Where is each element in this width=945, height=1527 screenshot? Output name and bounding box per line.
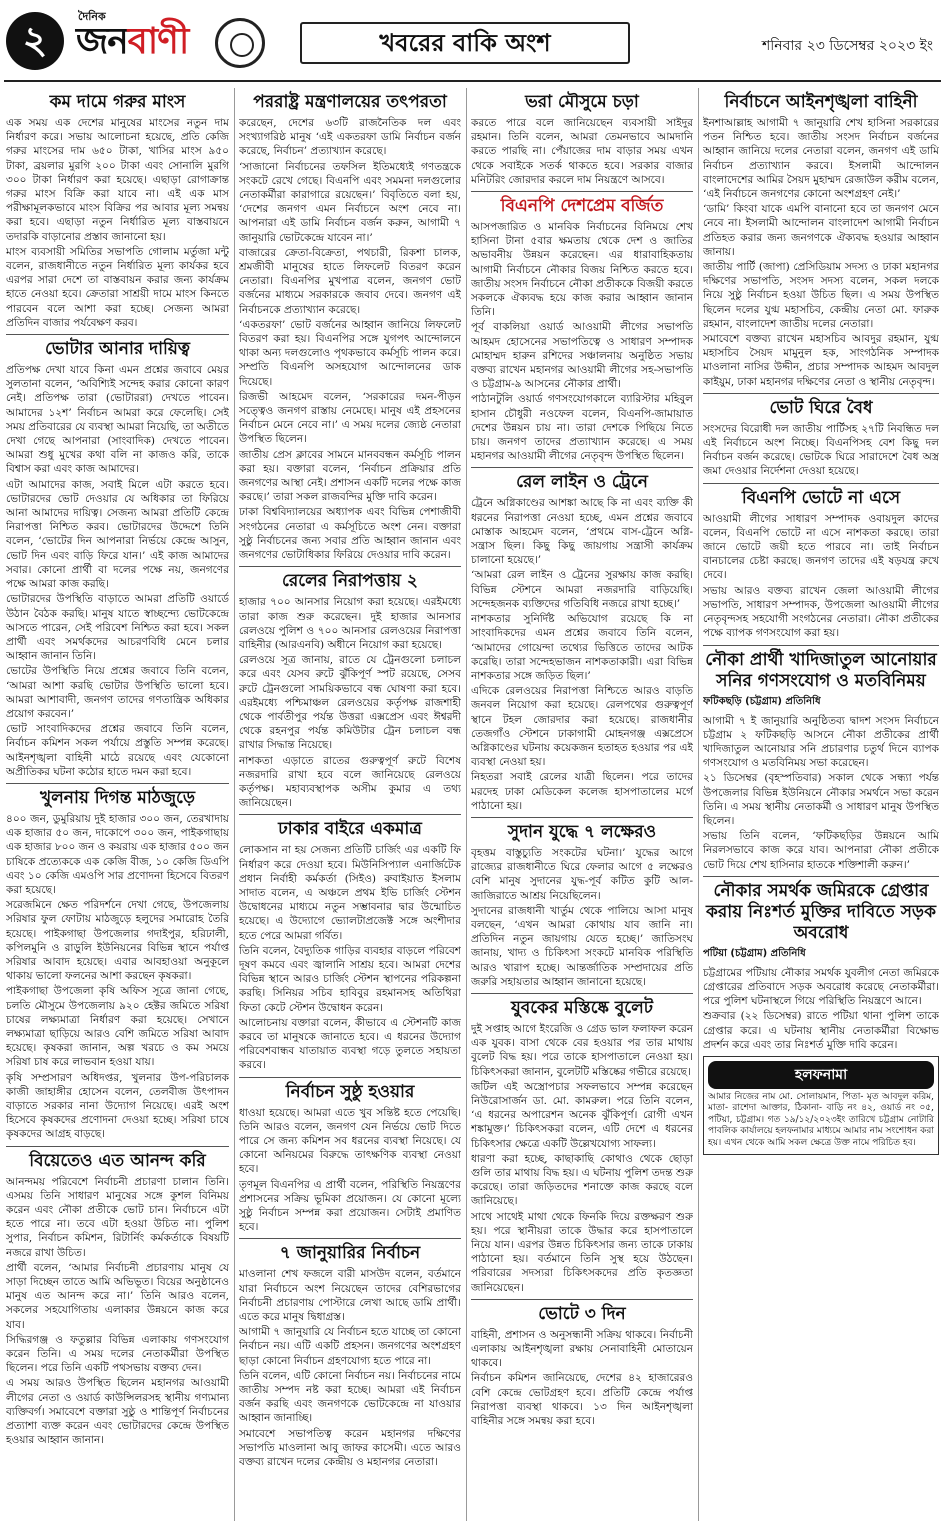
article: [239, 566, 461, 810]
article-paragraph: সমাবেশে সভাপতিত্ব করেন মহানগর দক্ষিণের সভাপতি মাওলানা আবু জাফর কাসেমী। এতে আরও বক্তব্য রাখেন দলের কেন্দ্রীয় ও মহানগর নেতারা।: [239, 1427, 461, 1469]
article-headline: পররাষ্ট্র মন্ত্রণালয়ের তৎপরতা: [253, 92, 447, 112]
article-paragraph: সুদানের রাজধানী খার্তুম থেকে পালিয়ে আসা মানুষ বলছেন, ‘এখন আমরা কোথায় যাব জানি না। প্রতিদিন নতুন জায়গায় যেতে হচ্ছে।’ জাতিসংঘ জানায়, খাদ্য ও চিকিৎসা সংকটে মানবিক পরিস্থিতি আরও খারাপ হচ্ছে। আন্তর্জাতিক সম্প্রদায়ের প্রতি জরুরি সহায়তার আহ্বান জানানো হয়েছে।: [471, 904, 693, 988]
article-paragraph: ঢাকা বিশ্ববিদ্যালয়ের অধ্যাপক এবং বিভিন্ন পেশাজীবী সংগঠনের নেতারা এ কর্মসূচিতে অংশ নেন। বক্তারা সুষ্ঠু নির্বাচনের জন্য সবার প্রতি আহ্বান জানান এবং জনগণের ভোটাধিকার ফিরিয়ে দেওয়ার দাবি করেন।: [239, 506, 461, 562]
article-paragraph: ৪০০ জন, ডুমুরিয়ায় দুই হাজার ৩০০ জন, তেরখাদায় এক হাজার ৫০ জন, দাকোপে ৩০০ জন, পাইকগাছায় এক হাজার ৮০০ জন ও কয়রায় এক হাজার ৫০০ জন চাষিকে প্রত্যেককে এক কেজি বীজ, ১০ কেজি ডিএপি এবং ১০ কেজি এমওপি সার প্রণোদনা হিসেবে বিতরণ করা হয়েছে।: [6, 812, 229, 896]
article-paragraph: তিনি বলেন, বৈদ্যুতিক গাড়ির ব্যবহার বাড়লে পরিবেশ দূষণ কমবে এবং জ্বালানি সাশ্রয় হবে। আমরা দেশের বিভিন্ন স্থানে আরও চার্জিং স্টেশন স্থাপনের পরিকল্পনা করছি। সিনিয়র সচিব হাবিবুর রহমানসহ অতিথিরা ফিতা কেটে স্টেশন উদ্বোধন করেন।: [239, 944, 461, 1014]
article-paragraph: ধারণা করা হচ্ছে, কাছাকাছি কোথাও থেকে ছোড়া গুলি তার মাথায় বিদ্ধ হয়। এ ঘটনায় পুলিশ তদন্ত শুরু করেছে। তারা জড়িতদের শনাক্তে কাজ করছে বলে জানিয়েছে।: [471, 1152, 693, 1208]
article-paragraph: মাওলানা শেখ ফজলে বারী মাসউদ বলেন, বর্তমানে যারা নির্বাচনে অংশ নিয়েছেন তাদের বেশিরভাগের নির্বাচনী প্রচারণায় পোস্টারে লেখা আছে ডামি প্রার্থী। এতে করে মানুষ দ্বিধাগ্রস্ত।: [239, 1268, 461, 1324]
article: [703, 876, 939, 1052]
article-paragraph: নাশকতা এড়াতে রাতের গুরুত্বপূর্ণ রুটে বিশেষ নজরদারি রাখা হবে বলে জানিয়েছে রেলওয়ে কর্তৃপক্ষ। মহাব্যবস্থাপক অসীম কুমার এ তথ্য জানিয়েছেন।: [239, 754, 461, 810]
article-paragraph: এ সময় আরও উপস্থিত ছিলেন মহানগর আওয়ামী লীগের নেতা ও ওয়ার্ড কাউন্সিলরসহ স্থানীয় গণ্যমান্য ব্যক্তিবর্গ। সমাবেশে বক্তারা সুষ্ঠু ও শান্তিপূর্ণ নির্বাচনের প্রত্যাশা ব্যক্ত করেন এবং ভোটারদের কেন্দ্রে উপস্থিত হওয়ার আহ্বান জানান।: [6, 1377, 229, 1447]
article-paragraph: আওয়ামী লীগের সাধারণ সম্পাদক ওবায়দুল কাদের বলেন, বিএনপি ভোটে না এসে নাশকতা করছে। তারা জানে ভোটে জয়ী হতে পারবে না। তাই নির্বাচন বানচালের চেষ্টা করছে। জনগণ তাদের এই ষড়যন্ত্র রুখে দেবে।: [703, 512, 939, 582]
article-paragraph: আগামী ৭ জানুয়ারি যে নির্বাচন হতে যাচ্ছে তা কোনো নির্বাচন নয়। এটি একটি প্রহসন। জনগণের অংশগ্রহণ ছাড়া কোনো নির্বাচন গ্রহণযোগ্য হতে পারে না।: [239, 1326, 461, 1367]
article-paragraph: পাঠানটুলি ওয়ার্ড গণসংযোগকালে ব্যারিস্টার মহিবুল হাসান চৌধুরী নওফেল বলেন, বিএনপি-জামায়াত দেশের উন্নয়ন চায় না। তারা দেশকে পিছিয়ে নিতে চায়। জনগণ তাদের প্রত্যাখ্যান করেছে। এ সময় মহানগর আওয়ামী লীগের নেতৃবৃন্দ উপস্থিত ছিলেন।: [471, 393, 693, 463]
article-paragraph: সংসদের বিরোধী দল জাতীয় পার্টিসহ ২৭টি নিবন্ধিত দল এই নির্বাচনে অংশ নিচ্ছে। বিএনপিসহ বেশ কিছু দল নির্বাচন বর্জন করেছে। ভোটকে ঘিরে সারাদেশে বৈধ অস্ত্র জমা দেওয়ার নির্দেশনা দেওয়া হয়েছে।: [703, 422, 939, 478]
article-paragraph: করেছেন, দেশের ৬৩টি রাজনৈতিক দল এবং সংখ্যাগরিষ্ঠ মানুষ ‘এই একতরফা ডামি নির্বাচন বর্জন করেছে, নির্বাচন’ প্রত্যাখ্যান করেছে।: [239, 117, 461, 158]
issue-date: শনিবার ২৩ ডিসেম্বর ২০২৩ ইং: [761, 38, 933, 54]
article-paragraph: ২১ ডিসেম্বর (বৃহস্পতিবার) সকাল থেকে সন্ধ্যা পর্যন্ত উপজেলার বিভিন্ন ইউনিয়নে নৌকার সমর্থনে সভা করেন তিনি। এ সময় স্থানীয় নেতাকর্মী ও সাধারণ মানুষ উপস্থিত ছিলেন।: [703, 772, 939, 827]
article: [471, 467, 693, 812]
article-paragraph: এটা আমাদের কাজ, সবাই মিলে এটা করতে হবে। ভোটারদের ভোট দেওয়ার যে অধিকার তা ফিরিয়ে আনা আমাদের দায়িত্ব। সেজন্য আমরা প্রতিটি কেন্দ্রে নিরাপত্তা নিশ্চিত করব। ভোটারদের উদ্দেশে তিনি বলেন, ‘ভোটের দিন আপনারা নির্ভয়ে কেন্দ্রে আসুন, ভোট দিন এবং বাড়ি ফিরে যান।’ এই কাজ আমাদের সবার। কোনো প্রার্থী বা দলের পক্ষে নয়, জনগণের পক্ষে আমরা কাজ করছি।: [6, 478, 229, 591]
article-headline: ৭ জানুয়ারির নির্বাচন: [239, 1238, 461, 1264]
article: [239, 92, 461, 562]
column-2: [239, 88, 461, 1521]
article-headline: নির্বাচন সুষ্ঠু হওয়ার: [239, 1077, 461, 1103]
article-headline: ভোট ঘিরে বৈধ: [703, 393, 939, 419]
article-byline: পটিয়া (চট্টগ্রাম) প্রতিনিধি: [703, 947, 806, 959]
article-paragraph: প্রতিপক্ষ দেখা যাবে কিনা এমন প্রশ্নের জবাবে মেয়র সুলতানা বলেন, ‘অবিশ্যিই সন্দেহ করার কোনো কারণ নেই। প্রতিপক্ষ তারা (ভোটাররা) দেখতে পাবেন। আমাদের ১২শ’ নির্বাচন আমরা করে ফেলেছি। সেই সময় প্রতিবারের যে ব্যবস্থা আমরা নিয়েছি, তা অতীতে দেখা গেছে আপনারা (সাংবাদিক) দেখতে পাবেন। আমরা শুধু মুখের কথা বলি না কাজও করি, তাকে বিশ্বাস করা এবং কাজ আমাদের।: [6, 364, 229, 476]
article-paragraph: পূর্ব বাকলিয়া ওয়ার্ড আওয়ামী লীগের সভাপতি আহমদ হোসেনের সভাপতিত্বে ও সাধারণ সম্পাদক মোহাম্মদ হারুন রশিদের সঞ্চালনায় অনুষ্ঠিত সভায় বক্তব্য রাখেন মহানগর আওয়ামী লীগের সহ-সভাপতি ও চট্টগ্রাম-৯ আসনের নৌকার প্রার্থী।: [471, 321, 693, 391]
article-headline: ভরা মৌসুমে চড়া: [525, 92, 639, 112]
article-headline: সুদান যুদ্ধে ৭ লক্ষেরও: [471, 817, 693, 843]
article: [471, 92, 693, 187]
affidavit-title: হলফনামা: [708, 1061, 934, 1089]
article-paragraph: ‘সাজানো নির্বাচনের তফসিল ইতিমধ্যেই গণতন্ত্রকে সংকটে রেখে গেছে। বিএনপি এবং সমমনা দলগুলোর নেতাকর্মীরা কারাগারে রয়েছেন।’ বিবৃতিতে বলা হয়, ‘দেশের জনগণ এমন নির্বাচনে অংশ নেবে না। আপনারা এই ডামি নির্বাচন বর্জন করুন, আগামী ৭ জানুয়ারি ভোটকেন্দ্রে যাবেন না।’: [239, 160, 461, 244]
column-divider: [234, 88, 235, 1521]
article-paragraph: শুক্রবার (২২ ডিসেম্বর) রাতে পটিয়া থানা পুলিশ তাকে গ্রেপ্তার করে। এ ঘটনায় স্থানীয় নেতাকর্মীরা বিক্ষোভ প্রদর্শন করে এবং তার নিঃশর্ত মুক্তি দাবি করেন।: [703, 1010, 939, 1051]
article: [471, 1299, 693, 1428]
article-headline: রেলের নিরাপত্তায় ২: [239, 566, 461, 592]
article-paragraph: এক সময় এক দেশের মানুষের মাংসের নতুন দাম নির্ধারণ করে। সভায় আলোচনা হয়েছে, প্রতি কেজি গরুর মাংসের দাম ৬৫০ টাকা, খাসির মাংস ৯৫০ টাকা, ব্রয়লার মুরগি ২০০ টাকা এবং সোনালি মুরগি ৩০০ টাকা নির্ধারণ করা হয়েছে। এছাড়া রোগাক্রান্ত গরুর মাংস বিক্রি করা যাবে না। এই এক মাস পরীক্ষামূলকভাবে মাংস বিক্রির পর আবার মূল্য সমন্বয় করা হবে। এছাড়া নতুন নির্ধারিত মূল্য বাস্তবায়নে তদারকি বাড়ানোর প্রস্তাব জানানো হয়।: [6, 117, 229, 243]
article-paragraph: এদিকে রেলওয়ের নিরাপত্তা নিশ্চিতে আরও বাড়তি জনবল নিয়োগ করা হয়েছে। রেলপথের গুরুত্বপূর্ণ স্থানে টহল জোরদার করা হয়েছে। রাজধানীর তেজগাঁও স্টেশনে ঢাকাগামী মোহনগঞ্জ এক্সপ্রেসে অগ্নিকাণ্ডের ঘটনায় কয়েকজন হতাহত হওয়ার পর এই ব্যবস্থা নেওয়া হয়।: [471, 685, 693, 769]
article-paragraph: সমাবেশে বক্তব্য রাখেন মহাসচিব আবদুর রহমান, যুগ্ম মহাসচিব সৈয়দ মামুনুল হক, সাংগঠনিক সম্পাদক মাওলানা নাসির উদ্দীন, প্রচার সম্পাদক আহমদ আবদুল কাইয়ুম, ঢাকা মহানগর দক্ষিণের নেতা ও স্থানীয় নেতৃবৃন্দ।: [703, 333, 939, 388]
column-1: [6, 88, 229, 1521]
article-headline: বিয়েতেও এত আনন্দ করি: [6, 1146, 229, 1172]
article-headline: যুবকের মস্তিষ্কে বুলেট: [471, 993, 693, 1019]
logo-prefix: দৈনিক: [78, 10, 106, 23]
article-paragraph: সাথে সাথেই মাথা থেকে ফিনকি দিয়ে রক্তক্ষরণ শুরু হয়। পরে স্থানীয়রা তাকে উদ্ধার করে হাসপাতালে নিয়ে যান। এরপর উন্নত চিকিৎসার জন্য তাকে ঢাকায় পাঠানো হয়। বর্তমানে তিনি সুস্থ হয়ে উঠছেন। পরিবারের সদস্যরা চিকিৎসকদের প্রতি কৃতজ্ঞতা জানিয়েছেন।: [471, 1210, 693, 1294]
article: [6, 1146, 229, 1448]
article-paragraph: ভোটের উপস্থিতি নিয়ে প্রশ্নের জবাবে তিনি বলেন, ‘আমরা আশা করছি ভোটার উপস্থিতি ভালো হবে। আমরা আশাবাদী, জনগণ তাদের গণতান্ত্রিক অধিকার প্রয়োগ করবেন।’: [6, 665, 229, 720]
masthead-rule: [4, 80, 941, 82]
article-paragraph: লোকসান না হয় সেজন্য প্রতিটি চার্জিং এর একটি ফি নির্ধারণ করে দেওয়া হবে। মিউনিসিপ্যাল এনার্জিটেক প্রধান নির্বাহী কর্মকর্তা (সিইও) রুবাইয়াত ইসলাম সাদাত বলেন, এ অঞ্চলে প্রথম ইভি চার্জিং স্টেশন উদ্বোধনের মাধ্যমে নতুন সম্ভাবনার দ্বার উন্মোচিত হয়েছে। এ উদ্যোগে ভ্যোলটাপ্রজেক্ট সঙ্গে অংশীদার হতে পেরে আমরা গর্বিত।: [239, 844, 461, 942]
article: [471, 993, 693, 1295]
article: [703, 645, 939, 872]
article: [6, 783, 229, 1142]
article: [703, 92, 939, 389]
newspaper-logo: [76, 20, 188, 64]
article-paragraph: হাজার ৭০০ আনসার নিয়োগ করা হয়েছে। এরইমধ্যে তারা কাজ শুরু করেছেন। দুই হাজার আনসার রেলওয়ে পুলিশ ও ৭০০ আনসার রেলওয়ের নিরাপত্তা বাহিনীর (আরএনবি) অধীনে নিয়োগ করা হয়েছে।: [239, 596, 461, 651]
article-paragraph: তৃণমূল বিএনপির এ প্রার্থী বলেন, পরিস্থিতি নিয়ন্ত্রণের প্রশাসনের সক্রিয় ভূমিকা প্রয়োজন। যে কোনো মূল্যে সুষ্ঠু নির্বাচন সম্পন্ন করা প্রয়োজন। সেটাই প্রমাণিত হবে।: [239, 1178, 461, 1234]
affidavit-notice: [703, 1056, 939, 1156]
article-paragraph: ‘আমরা রেল লাইন ও ট্রেনের সুরক্ষায় কাজ করছি। বিভিন্ন স্টেশনে আমরা নজরদারি বাড়িয়েছি। সন্দেহজনক ব্যক্তিদের গতিবিধি নজরে রাখা হচ্ছে।’: [471, 569, 693, 610]
article-headline: রেল লাইন ও ট্রেনে: [471, 467, 693, 493]
article-paragraph: সভায় তিনি বলেন, ‘ফটিকছড়ির উন্নয়নে আমি নিরলসভাবে কাজ করে যাব। আপনারা নৌকা প্রতীকে ভোট দিয়ে শেখ হাসিনার হাতকে শক্তিশালী করুন।’: [703, 830, 939, 871]
column-divider: [698, 88, 699, 1521]
article-headline: ভোটে ৩ দিন: [471, 1299, 693, 1325]
article-headline: বিএনপি দেশপ্রেম বর্জিত: [471, 191, 693, 217]
article-paragraph: ইনশাআল্লাহ আগামী ৭ জানুয়ারি শেখ হাসিনা সরকারের পতন নিশ্চিত হবে। জাতীয় সংসদ নির্বাচন বর্জনের আহ্বান জানিয়ে দলের নেতারা বলেন, জনগণ এই ডামি নির্বাচন প্রত্যাখ্যান করবে। ইসলামী আন্দোলন বাংলাদেশের আমির সৈয়দ মুহাম্মদ রেজাউল করীম বলেন, ‘এই নির্বাচনে জনগণের কোনো অংশগ্রহণ নেই।’: [703, 117, 939, 201]
article-paragraph: কৃষি সম্প্রসারণ অধিদপ্তর, খুলনার উপ-পরিচালক কাজী জাহাঙ্গীর হোসেন বলেন, তেলবীজ উৎপাদন বাড়াতে সরকার নানা উদ্যোগ নিয়েছে। এরই অংশ হিসেবে কৃষকদের প্রণোদনা দেওয়া হচ্ছে। সরিষা চাষে কৃষকদের আগ্রহ বাড়ছে।: [6, 1071, 229, 1141]
article: [6, 334, 229, 779]
section-title: খবরের বাকি অংশ: [300, 22, 630, 64]
article-headline: বিএনপি ভোটে না এসে: [703, 483, 939, 509]
article-paragraph: ধাওয়া হয়েছে। আমরা এতে খুব সন্তিষ্ট হতে পেয়েছি। তিনি আরও বলেন, জনগণ যেন নির্ভয়ে ভোট দিতে পারে সে জন্য কমিশন সব ধরনের ব্যবস্থা নিয়েছে। যে কোনো অনিয়মের বিরুদ্ধে তাৎক্ষণিক ব্যবস্থা নেওয়া হবে।: [239, 1106, 461, 1176]
article: [239, 814, 461, 1072]
article-paragraph: সরেজমিনে ক্ষেত পরিদর্শনে দেখা গেছে, উপজেলায় সরিষার ফুল ফোটায় মাঠজুড়ে হলুদের সমারোহ তৈরি হয়েছে। পাইকগাছা উপজেলার গদাইপুর, হরিঢালী, কপিলমুনি ও রাড়ুলি ইউনিয়নের বিভিন্ন স্থানে পর্যাপ্ত সরিষার আবাদ হয়েছে। এবার আবহাওয়া অনুকূলে থাকায় ভালো ফলনের আশা করছেন কৃষকরা।: [6, 899, 229, 983]
article-paragraph: দুই সপ্তাহ আগে ইংরেজি ও গ্রেড ভাল ফলাফল করেন এক যুবক। বাসা থেকে বের হওয়ার পর তার মাথায় বুলেট বিদ্ধ হয়। পরে তাকে হাসপাতালে নেওয়া হয়। চিকিৎসকরা জানান, বুলেটটি মস্তিষ্কের গভীরে রয়েছে।: [471, 1022, 693, 1078]
article-paragraph: আগামী ৭ ই জানুয়ারি অনুষ্ঠিতব্য দ্বাদশ সংসদ নির্বাচনে চট্টগ্রাম ২ ফটিকছড়ি আসনে নৌকা প্রতীকের প্রার্থী খাদিজাতুল আনোয়ার সনি প্রচারণার চতুর্থ দিনে ব্যাপক গণসংযোগ ও মতবিনিময় সভা করেছেন।: [703, 714, 939, 770]
article: [6, 92, 229, 330]
column-4: [703, 88, 939, 1521]
article-paragraph: মাংস ব্যবসায়ী সমিতির সভাপতি গোলাম মর্তুজা মন্টু বলেন, রাজধানীতে নতুন নির্ধারিত মূল্য কার্যকর হবে এরপর সারা দেশে তা বাস্তবায়ন করার জন্য কার্যক্রম হাতে নেওয়া হবে। ক্রেতারা সাশ্রয়ী দামে মাংস কিনতে পারবেন বলে আশা করা হচ্ছে। সেজন্য আমরা প্রতিদিন বাজার পর্যবেক্ষণ করব।: [6, 245, 229, 329]
article-paragraph: জাতীয় প্রেস ক্লাবের সামনে মানববন্ধন কর্মসূচি পালন করা হয়। বক্তারা বলেন, ‘নির্বাচন প্রক্রিয়ার প্রতি জনগণের আস্থা নেই। প্রশাসন একটি দলের পক্ষে কাজ করছে।’ তারা সকল রাজবন্দির মুক্তি দাবি করেন।: [239, 448, 461, 504]
article-headline: ঢাকার বাইরে একমাত্র: [239, 814, 461, 840]
article-paragraph: নাশকতার সুনির্দিষ্ট অভিযোগ রয়েছে কি না সাংবাদিকদের এমন প্রশ্নের জবাবে তিনি বলেন, ‘আমাদের গোয়েন্দা তথ্যের ভিত্তিতে তাদের আটক করেছি। তারা সন্দেহভাজন নাশকতাকারী। এরা বিভিন্ন নাশকতার সঙ্গে জড়িত ছিল।’: [471, 613, 693, 682]
article-paragraph: রিজভী আহমেদ বলেন, ‘সরকারের দমন-পীড়ন সত্ত্বেও জনগণ রাস্তায় নেমেছে। মানুষ এই প্রহসনের নির্বাচন মেনে নেবে না।’ এ সময় দলের জ্যেষ্ঠ নেতারা উপস্থিত ছিলেন।: [239, 390, 461, 446]
logo-part-2: বাণী: [127, 21, 189, 62]
article-paragraph: ‘ডামি’ কিংবা যাকে এমপি বানানো হবে তা জনগণ মেনে নেবে না। ইসলামী আন্দোলন বাংলাদেশ আগামী নির্বাচন প্রতিহত করার জন্য জনগণকে ঐক্যবদ্ধ হওয়ার আহ্বান জানায়।: [703, 203, 939, 258]
article: [239, 1238, 461, 1469]
article-paragraph: সিদ্ধিরগঞ্জ ও ফতুল্লার বিভিন্ন এলাকায় গণসংযোগ করেন তিনি। এ সময় দলের নেতাকর্মীরা উপস্থিত ছিলেন। পরে তিনি একটি পথসভায় বক্তব্য দেন।: [6, 1333, 229, 1375]
article-paragraph: আলোচনায় বক্তারা বলেন, কীভাবে এ স্টেশনটি কাজ করবে তা মানুষকে জানাতে হবে। এ ধরনের উদ্যোগ পরিবেশবান্ধব যাতায়াত ব্যবস্থা গড়ে তুলতে সহায়তা করবে।: [239, 1016, 461, 1072]
column-3: [471, 88, 693, 1521]
logo-part-1: জন: [76, 21, 128, 62]
article-paragraph: বাজারের ক্রেতা-বিক্রেতা, পথচারী, রিকশা চালক, শ্রমজীবী মানুষের হাতে লিফলেট বিতরণ করেন নেতারা। বিএনপির মুখপাত্র বলেন, জনগণ ভোট বর্জনের মাধ্যমে সরকারকে জবাব দেবে। জনগণ এই নির্বাচনকে প্রত্যাখ্যান করেছে।: [239, 246, 461, 316]
article-paragraph: ট্রেনে অগ্নিকাণ্ডের আশঙ্কা আছে কি না এবং ব্যক্তি কী ধরনের নিরাপত্তা নেওয়া হচ্ছে, এমন প্রশ্নের জবাবে মোস্তাক আহমেদ বলেন, ‘প্রথমে বাস-ট্রেনে অগ্নি-সন্ত্রাস ছিল। কিছু কিছু জায়গায় সন্ত্রাসী কার্যক্রম চালানো হয়েছে।’: [471, 497, 693, 567]
article-paragraph: পাইকগাছা উপজেলা কৃষি অফিস সূত্রে জানা গেছে, চলতি মৌসুমে উপজেলায় ৯২০ হেক্টর জমিতে সরিষা চাষের লক্ষ্যমাত্রা নির্ধারণ করা হয়েছে। সেখানে লক্ষ্যমাত্রা ছাড়িয়ে আরও বেশি জমিতে সরিষা আবাদ হয়েছে। কৃষকরা জানান, অল্প খরচে ও কম সময়ে সরিষা চাষ করে লাভবান হওয়া যায়।: [6, 985, 229, 1069]
article-headline: খুলনায় দিগন্ত মাঠজুড়ে: [6, 783, 229, 809]
article-headline: কম দামে গরুর মাংস: [49, 92, 186, 112]
article-paragraph: বৃহত্তম বাস্তুচ্যুতি সংকটের ঘটনা।’ যুদ্ধের আগে রাজ্যের রাজধানীতে ঘিরে ফেলার আগে ৫ লক্ষেরও বেশি মানুষ সুদানের যুদ্ধ-পূর্ব কটিত কুটি আল-জাজিরাতে আশ্রয় নিয়েছিলেন।: [471, 846, 693, 902]
article-paragraph: রেলওয়ে সূত্র জানায়, রাতে যে ট্রেনগুলো চলাচল করে এবং যেসব রুটে ঝুঁকিপূর্ণ স্পট রয়েছে, সেসব রুটে ট্রেনগুলো সাময়িকভাবে বন্ধ ঘোষণা করা হবে। এরইমধ্যে পশ্চিমাঞ্চল রেলওয়ের কর্তৃপক্ষ রাজশাহী থেকে পার্বতীপুর পর্যন্ত উত্তরা এক্সপ্রেস এবং ঈশ্বরদী থেকে রহনপুর পর্যন্ত কমিউটার ট্রেন চলাচল বন্ধ রাখার সিদ্ধান্ত নিয়েছে।: [239, 654, 461, 752]
article-paragraph: ভোট সাংবাদিকদের প্রশ্নের জবাবে তিনি বলেন, নির্বাচন কমিশন সকল পর্যায়ে প্রস্তুতি সম্পন্ন করেছে। আইনশৃঙ্খলা বাহিনী মাঠে রয়েছে এবং যেকোনো অপ্রীতিকর ঘটনা কঠোর হাতে দমন করা হবে।: [6, 723, 229, 778]
article-paragraph: করতে পারে বলে জানিয়েছেন ব্যবসায়ী সাইদুর রহমান। তিনি বলেন, আমরা তেমনভাবে আমদানি করতে পারছি না। পেঁয়াজের দাম বাড়ার সময় এখন থেকে সবাইকে সতর্ক থাকতে হবে। সরকার বাজার মনিটরিং জোরদার করলে দাম নিয়ন্ত্রণে আসবে।: [471, 117, 693, 186]
article-paragraph: নির্বাচন কমিশন জানিয়েছে, দেশের ৪২ হাজারেরও বেশি কেন্দ্রে ভোটগ্রহণ হবে। প্রতিটি কেন্দ্রে পর্যাপ্ত নিরাপত্তা ব্যবস্থা থাকবে। ১৩ দিন আইনশৃঙ্খলা বাহিনীর সঙ্গে সমন্বয় করা হবে।: [471, 1372, 693, 1428]
article: [471, 817, 693, 989]
article-paragraph: তিনি বলেন, এটি কোনো নির্বাচন নয়। নির্বাচনের নামে জাতীয় সম্পদ নষ্ট করা হচ্ছে। আমরা এই নির্বাচন বর্জন করছি এবং জনগণকে ভোটকেন্দ্রে না যাওয়ার আহ্বান জানাচ্ছি।: [239, 1369, 461, 1425]
article-paragraph: আসপজারিত ও মানবিক নির্বাচনের বিনিময়ে শেখ হাসিনা টানা ৫বার ক্ষমতায় থেকে দেশ ও জাতির অভাবনীয় উন্নয়ন করেছেন। এর ধারাবাহিকতায় আগামী নির্বাচনে নৌকার বিজয় নিশ্চিত করতে হবে। জাতীয় সংসদ নির্বাচনে নৌকা প্রতীককে বিজয়ী করতে সকলকে ঐক্যবদ্ধ হয়ে কাজ করার আহ্বান জানান তিনি।: [471, 221, 693, 319]
article-byline: ফটিকছড়ি (চট্টগ্রাম) প্রতিনিধি: [703, 695, 821, 707]
article-paragraph: জটিল এই অস্ত্রোপচার সফলভাবে সম্পন্ন করেছেন নিউরোসার্জন ডা. মো. কামরুল। পরে তিনি বলেন, ‘এ ধরনের অপারেশন অনেক ঝুঁকিপূর্ণ। রোগী এখন শঙ্কামুক্ত।’ চিকিৎসকরা বলেন, এটি দেশে এ ধরনের চিকিৎসার ক্ষেত্রে একটি উল্লেখযোগ্য সাফল্য।: [471, 1080, 693, 1150]
article: [703, 483, 939, 641]
article-paragraph: জাতীয় পার্টি (জাপা) প্রেসিডিয়াম সদস্য ও ঢাকা মহানগর দক্ষিণের সভাপতি, সংসদ সদস্য বলেন, সকল দলকে নিয়ে সুষ্ঠু নির্বাচন হওয়া উচিত ছিল। এ সময় উপস্থিত ছিলেন দলের যুগ্ম মহাসচিব, কেন্দ্রীয় নেতা মো. ফারুক রহমান, বাংলাদেশ জাতীয় দলের নেতারা।: [703, 261, 939, 330]
article-paragraph: ‘একতরফা’ ভোট বর্জনের আহ্বান জানিয়ে লিফলেট বিতরণ করা হয়। বিএনপির সঙ্গে যুগপৎ আন্দোলনে থাকা অন্য দলগুলোও পৃথকভাবে কর্মসূচি পালন করে। সম্প্রতি বিএনপি অসহযোগ আন্দোলনের ডাক দিয়েছে।: [239, 318, 461, 388]
article: [471, 191, 693, 463]
article-headline: নির্বাচনে আইনশৃঙ্খলা বাহিনী: [724, 92, 918, 112]
article: [239, 1077, 461, 1235]
article: [703, 393, 939, 479]
column-divider: [466, 88, 467, 1521]
article-paragraph: আনন্দময় পরিবেশে নির্বাচনী প্রচারণা চালান তিনি। এসময় তিনি সাধারণ মানুষের সঙ্গে কুশল বিনিময় করেন এবং নৌকা প্রতীকে ভোট চান। নির্বাচনে এটা হতে পারে না। তবে এটা হওয়া উচিত না। পুলিশ সুপার, নির্বাচন কমিশন, রিটার্নিং কর্মকর্তাকে বিষয়টি নজরে রাখা উচিত।: [6, 1175, 229, 1259]
article-headline: নৌকার সমর্থক জমিরকে গ্রেপ্তার করায় নিঃশর্ত মুক্তির দাবিতে সড়ক অবরোধ: [703, 876, 939, 944]
article-paragraph: সভায় আরও বক্তব্য রাখেন জেলা আওয়ামী লীগের সভাপতি, সাধারণ সম্পাদক, উপজেলা আওয়ামী লীগের নেতৃবৃন্দসহ সহযোগী সংগঠনের নেতারা। নৌকা প্রতীকের পক্ষে ব্যাপক গণসংযোগ করা হয়।: [703, 584, 939, 640]
article-paragraph: চট্টগ্রামের পটিয়ায় নৌকার সমর্থক যুবলীগ নেতা জমিরকে গ্রেপ্তারের প্রতিবাদে সড়ক অবরোধ করেছে নেতাকর্মীরা। পরে পুলিশ ঘটনাস্থলে গিয়ে পরিস্থিতি নিয়ন্ত্রণে আনে।: [703, 966, 939, 1008]
article-paragraph: প্রার্থী বলেন, ‘আমার নির্বাচনী প্রচারণায় মানুষ যে সাড়া দিচ্ছেন তাতে আমি অভিভূত। বিয়ের অনুষ্ঠানেও মানুষ এত আনন্দ করে না।’ তিনি আরও বলেন, সকলের সহযোগিতায় এলাকার উন্নয়নে কাজ করে যাব।: [6, 1261, 229, 1331]
article-headline: ভোটার আনার দায়িত্ব: [6, 334, 229, 360]
article-headline: নৌকা প্রার্থী খাদিজাতুল আনোয়ার সনির গণসংযোগ ও মতবিনিময়: [703, 645, 939, 692]
page-number: ২: [6, 12, 64, 70]
seal-icon: [215, 18, 265, 68]
article-paragraph: বাহিনী, প্রশাসন ও অনুসন্ধানী সক্রিয় থাকবে। নির্বাচনী এলাকায় আইনশৃঙ্খলা রক্ষায় সেনাবাহিনী মোতায়েন থাকবে।: [471, 1328, 693, 1370]
article-paragraph: ভোটারদের উপস্থিতি বাড়াতে আমরা প্রতিটি ওয়ার্ডে উঠান বৈঠক করছি। মানুষ যাতে স্বাচ্ছন্দ্যে ভোটকেন্দ্রে আসতে পারেন, সেই পরিবেশ নিশ্চিত করা হবে। সকল প্রার্থী এবং সমর্থকদের আচরণবিধি মেনে চলার আহ্বান জানান তিনি।: [6, 593, 229, 663]
article-paragraph: নিহতরা সবাই রেলের যাত্রী ছিলেন। পরে তাদের মরদেহ ঢাকা মেডিকেল কলেজ হাসপাতালের মর্গে পাঠানো হয়।: [471, 771, 693, 812]
affidavit-text: আমার নিজের নাম মো. সোলায়মান, পিতা- মৃত আবদুল করিম, মাতা- রাশেদা আক্তার, ঠিকানা- বাড়ি নং ৪২, ওয়ার্ড নং ০৫, পটিয়া, চট্টগ্রাম। গত ১৯/১২/২০২৩ইং তারিখে চট্টগ্রাম নোটারি পাবলিক কার্যালয়ে হলফনামার মাধ্যমে আমার নাম সংশোধন করা হয়। এখন থেকে আমি সকল ক্ষেত্রে উক্ত নামে পরিচিত হব।: [708, 1091, 934, 1148]
masthead: [0, 0, 945, 80]
